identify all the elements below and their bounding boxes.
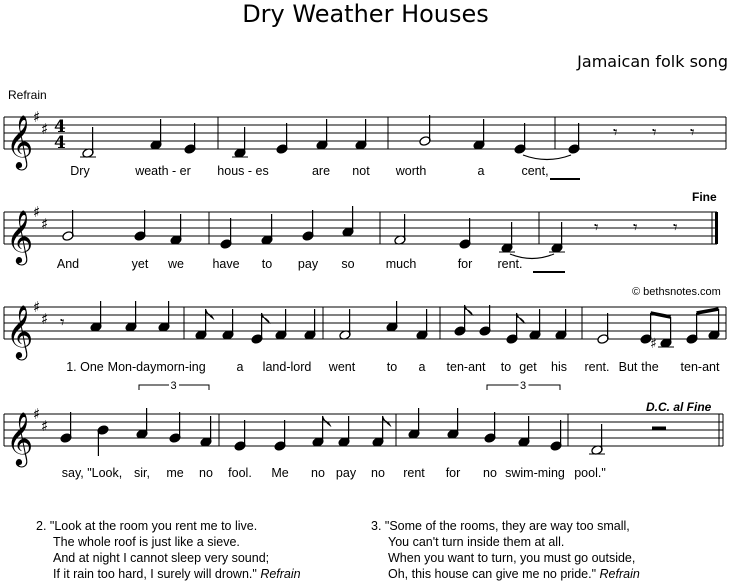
verse-3-line-4: Oh, this house can give me no pride." [388,567,597,581]
fine-marking: Fine [692,190,717,204]
lyric-syllable: no [483,466,497,480]
triplet-label: 3 [520,380,527,392]
lyric-syllable: Mon-day [107,360,157,374]
lyric-syllable: to [386,360,398,374]
lyric-syllable: rent [403,466,425,480]
lyric-syllable: rent. [497,257,523,271]
verse-2-line-3: And at night I cannot sleep very sound; [53,551,270,565]
composer-credit: Jamaican folk song [577,52,728,71]
sharp-icon: ♯ [33,203,41,221]
lyric-syllable: me [166,466,184,480]
lyric-syllable: no [199,466,213,480]
eighth-rest-icon: 𝄾 [613,123,618,143]
lyric-syllable: cent, [521,164,549,178]
eighth-rest-icon: 𝄾 [690,123,695,143]
accidental-sharp-icon: ♯ [650,336,657,352]
time-signature-bottom: 4 [54,133,66,153]
copyright-notice: © bethsnotes.com [632,286,721,298]
lyric-syllable: the [641,360,659,374]
lyric-syllable: to [261,257,273,271]
verse-3-line-1: 3. "Some of the rooms, they are way too small, [371,519,630,533]
verse-2-line-2: The whole roof is just like a sieve. [53,535,240,549]
song-title: Dry Weather Houses [242,0,489,28]
dc-al-fine-marking: D.C. al Fine [646,400,712,414]
lyric-syllable: Dry [70,164,90,178]
verse-3 [371,518,640,582]
lyric-syllable: no [371,466,385,480]
sharp-icon: ♯ [33,108,41,126]
sharp-icon: ♯ [41,310,49,328]
treble-clef-icon: 𝄞 [6,209,34,263]
lyric-syllable: worth [395,164,427,178]
eighth-rest-icon: 𝄾 [633,218,638,238]
lyric-syllable: so [341,257,355,271]
lyric-syllable: ten-ant [680,360,720,374]
lyric-syllable: for [457,257,473,271]
lyric-syllable: pay [335,466,357,480]
lyric-syllable: to [500,360,512,374]
treble-clef-icon: 𝄞 [6,411,34,465]
lyric-syllable: get [519,360,537,374]
lyric-syllable: fool. [228,466,252,480]
time-signature-top: 4 [54,117,66,137]
lyric-syllable: we [168,257,184,271]
eighth-rest-icon: 𝄾 [652,123,657,143]
lyric-syllable: ten-ant [446,360,486,374]
lyric-syllable: a [418,360,426,374]
verse-3-refrain-tag: Refrain [599,567,640,581]
lyric-syllable: no [311,466,325,480]
lyric-syllable: have [212,257,240,271]
eighth-rest-icon: 𝄾 [60,313,65,333]
lyric-syllable: pool." [574,466,606,480]
sharp-icon: ♯ [41,120,49,138]
lyric-syllable: for [445,466,461,480]
triplet-label: 3 [170,380,177,392]
lyric-syllable: his [551,360,567,374]
refrain-label: Refrain [8,88,47,102]
eighth-rest-icon: 𝄾 [673,218,678,238]
lyric-syllable: swim-ming [505,466,565,480]
lyric-syllable: say, "Look, [61,466,123,480]
verse-2-refrain-tag: Refrain [260,567,301,581]
sharp-icon: ♯ [33,298,41,316]
lyric-syllable: are [311,164,331,178]
lyric-syllable: hous - es [217,164,269,178]
lyric-syllable: went [328,360,356,374]
sharp-icon: ♯ [41,215,49,233]
lyric-syllable: a [477,164,485,178]
verse-3-line-2: You can't turn inside them at all. [388,535,565,549]
sharp-icon: ♯ [41,417,49,435]
lyric-syllable: pay [297,257,319,271]
lyric-syllable: yet [131,257,149,271]
lyric-syllable: 1. One [66,360,104,374]
lyric-syllable: But [618,360,638,374]
melisma-extender-line [550,178,580,180]
lyric-syllable: land-lord [262,360,312,374]
verse-2-line-4: If it rain too hard, I surely will drown." [53,567,257,581]
sharp-icon: ♯ [33,405,41,423]
lyric-syllable: rent. [584,360,610,374]
treble-clef-icon: 𝄞 [6,304,34,358]
lyric-syllable: Me [271,466,289,480]
treble-clef-icon: 𝄞 [6,114,34,168]
eighth-rest-icon: 𝄾 [594,218,599,238]
melisma-extender-line [533,271,565,273]
verse-2-line-1: 2. "Look at the room you rent me to live. [36,519,258,533]
lyric-syllable: not [352,164,370,178]
lyric-syllable: And [56,257,80,271]
lyric-syllable: morn-ing [156,360,206,374]
lyric-syllable: weath - er [135,164,191,178]
verse-3-line-3: When you want to turn, you must go outside, [388,551,636,565]
lyric-syllable: much [385,257,417,271]
lyric-syllable: sir, [134,466,150,480]
verse-2 [36,518,301,582]
lyric-syllable: a [236,360,244,374]
